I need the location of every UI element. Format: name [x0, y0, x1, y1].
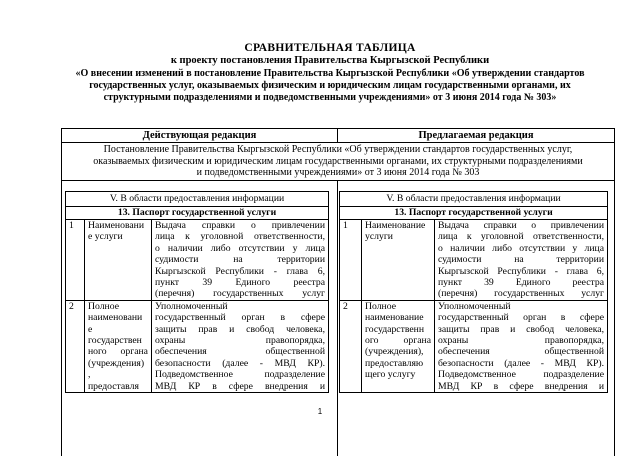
left-row2-value-line: охраны правопорядка,	[155, 335, 326, 347]
right-passport-row	[340, 207, 608, 220]
left-row2-name-line: Полное	[88, 300, 119, 312]
title-block	[40, 42, 620, 104]
left-row2-name-line: предоставля	[88, 380, 139, 392]
left-section-title: V. В области предоставления информации	[66, 192, 329, 207]
left-row1-value-line: пункт 39 Единого реестра	[155, 277, 326, 289]
left-passport-row	[66, 207, 329, 220]
left-row2-value	[152, 300, 329, 392]
decree-line3: и подведомственными учреждениями» от 3 июня 2014 года № 303	[196, 167, 480, 178]
title-desc-line3: структурными подразделениями и подведомственными учреждениями» от 3 июня 2014 года № 303»	[103, 92, 557, 103]
right-row1-value-line: (перечня) государственных услуг	[438, 288, 605, 300]
left-inner-table	[65, 191, 329, 393]
left-section-row	[66, 192, 329, 207]
right-row1-value-line: Кыргызской Республики - глава 6,	[438, 265, 605, 277]
left-row1-name	[85, 220, 152, 301]
right-inner-table	[339, 191, 608, 393]
left-row2-num: 2	[66, 300, 85, 392]
right-row1-name	[362, 220, 435, 301]
right-row1-value	[435, 220, 608, 301]
left-row2-value-line: государственный орган в сфере	[155, 312, 326, 324]
decree-row	[62, 143, 615, 181]
right-row1-name-line: Наименование	[365, 220, 426, 231]
right-row2-value-line: охраны правопорядка,	[438, 335, 605, 347]
right-row2-name-line: ого органа	[365, 335, 431, 347]
right-section-row	[340, 192, 608, 207]
right-row2-value-line: Подведомственное подразделение	[438, 369, 605, 381]
left-row2-name-line: ,	[88, 369, 91, 381]
title-desc-line1: «О внесении изменений в постановление Правительства Кыргызской Республики «Об утверждении стандартов	[75, 68, 585, 79]
left-row2-value-line: безопасности (далее - МВД КР).	[155, 357, 326, 369]
left-row2-name-line: (учреждения)	[88, 357, 145, 369]
right-row2-value-line: обеспечения общественной	[438, 346, 605, 358]
left-row1-value-line: (перечня) государственных услуг	[155, 288, 326, 300]
left-passport-title: 13. Паспорт государственной услуги	[66, 207, 329, 220]
decree-line2: оказываемых физическим и юридическим лицам государственными органами, их структурными подразделениями	[93, 155, 583, 167]
decree-cell	[62, 143, 615, 181]
right-row2-value-line: МВД КР в сфере внедрения и	[438, 380, 605, 392]
right-section-title: V. В области предоставления информации	[340, 192, 608, 207]
document-heading: СРАВНИТЕЛЬНАЯ ТАБЛИЦА	[244, 42, 416, 54]
left-clip	[65, 191, 333, 402]
title-desc-line2: государственных услуг, оказываемых физическим и юридическим лицам государственными органами, их	[89, 80, 571, 91]
left-row1-value-line: Кыргызской Республики - глава 6,	[155, 265, 326, 277]
left-row2-name-line: государствен	[88, 335, 142, 347]
right-row2-value-line: государственный орган в сфере	[438, 312, 605, 324]
right-row2-name-line: (учреждения),	[365, 346, 424, 358]
page-number: 1	[317, 407, 323, 416]
left-row1-value-line: о наличии либо отсутствии у лица	[155, 242, 326, 254]
left-row1-value-line: судимости на территории	[155, 254, 326, 266]
left-row2-name-line: наименовани	[88, 312, 143, 324]
left-row1-value	[152, 220, 329, 301]
left-row-2	[66, 300, 329, 392]
right-row2-name-line: предоставляю	[365, 357, 424, 369]
document-subheading: к проекту постановления Правительства Кыргызской Республики	[170, 55, 490, 66]
left-row2-name-line: ного органа	[88, 346, 148, 358]
header-current: Действующая редакция	[62, 129, 338, 143]
right-row1-value-line: судимости на территории	[438, 254, 605, 266]
right-row2-name	[362, 300, 435, 392]
right-row2-name-line: государственн	[365, 323, 425, 335]
right-row2-value-line: защиты прав и свобод человека,	[438, 323, 605, 335]
right-row-1	[340, 220, 608, 301]
right-row-2	[340, 300, 608, 392]
right-row1-value-line: лица к уголовной ответственности,	[438, 231, 605, 243]
right-passport-title: 13. Паспорт государственной услуги	[340, 207, 608, 220]
right-row1-name-line: услуги	[365, 231, 393, 243]
right-row1-value-line: пункт 39 Единого реестра	[438, 277, 605, 289]
left-row-1	[66, 220, 329, 301]
left-row1-name-line: е услуги	[88, 231, 123, 243]
right-row1-value-line: Выдача справки о привлечении	[438, 220, 605, 231]
left-row2-name-line: е	[88, 323, 93, 335]
right-clip	[339, 191, 611, 402]
right-row1-value-line: о наличии либо отсутствии у лица	[438, 242, 605, 254]
right-row2-value-line: Уполномоченный	[438, 300, 511, 312]
left-row2-value-line: Подведомственное подразделение	[155, 369, 326, 381]
left-row2-name	[85, 300, 152, 392]
left-row1-value-line: Выдача справки о привлечении	[155, 220, 326, 231]
right-row2-value	[435, 300, 608, 392]
decree-line1: Постановление Правительства Кыргызской Республики «Об утверждении стандартов государственных услуг,	[103, 144, 573, 155]
left-row2-value-line: обеспечения общественной	[155, 346, 326, 358]
left-row2-value-line: защиты прав и свобод человека,	[155, 323, 326, 335]
right-row2-num: 2	[340, 300, 362, 392]
right-row2-name-line: Полное	[365, 300, 396, 312]
right-row2-name-line: наименование	[365, 312, 424, 324]
header-row	[62, 129, 615, 143]
header-proposed: Предлагаемая редакция	[338, 129, 615, 143]
right-row2-value-line: безопасности (далее - МВД КР).	[438, 357, 605, 369]
right-row1-num: 1	[340, 220, 362, 301]
left-row1-name-line: Наименовани	[88, 220, 145, 231]
left-row2-value-line: МВД КР в сфере внедрения и	[155, 380, 326, 392]
left-row1-num: 1	[66, 220, 85, 301]
left-row1-value-line: лица к уголовной ответственности,	[155, 231, 326, 243]
left-row2-value-line: Уполномоченный	[155, 300, 228, 312]
right-row2-name-line: щего услугу	[365, 369, 416, 381]
